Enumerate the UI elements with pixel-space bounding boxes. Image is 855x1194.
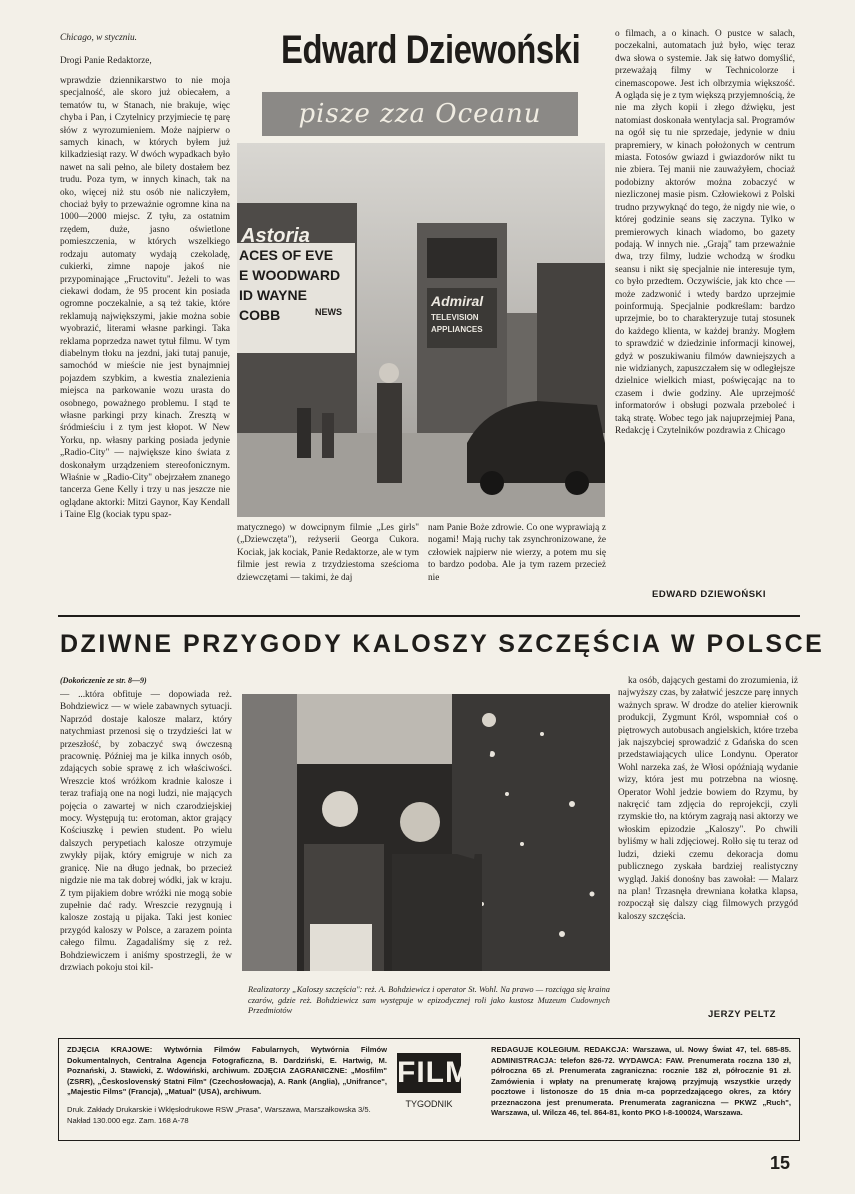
logo-subtitle: TYGODNIK bbox=[405, 1099, 453, 1109]
sign-marquee-4: COBB bbox=[239, 307, 281, 323]
subheadline-banner bbox=[262, 92, 578, 136]
sign-admiral: Admiral bbox=[431, 293, 484, 309]
article1-text-right: o filmach, a o kinach. O pustce w salach, poczekalni, automatach już było, więc teraz dwa słowa o systemie. Jak się łatwo domyślić, przeważają filmy w Technicolorze i cinemascopowe. Jest ich olbrzymia większość. A ogląda się je z tym większą przyjemnością, że nie ma złych kopii i złego dźwięku, jest natomiast doskonała wentylacja sal. Programów na ogół się tu nie sprzedaje, jedynie w dniu prapremiery, w kinach położonych w centrum miasta. Fotosów gwiazd i gwiazdorów nikt tu nie zbiera. Tej manii nie zauważyłem, chociaż podobizny aktorów można zobaczyć w niezliczonej masie pism. Człowiekowi z Polski trudno przywyknąć do tego, że nigdy nie wie, o której godzinie seans się zaczyna. Tylko w premierowych kinach wiadomo, bo gazety podają. W innych nie. „Grają" tam przeważnie dwa, trzy filmy, ludzie wchodzą w środku seansu i nikt się specjalnie nie interesuje tym, co było przedtem. Oczywiście, jak kto chce — może zadzwonić i wtedy bardzo uprzejmie poinformują. Specjalnie podkreślam: bardzo uprzejmie, bo to charakteryzuje tutaj stosunek do każdego klienta, w każdej branży. Mogłem to sprawdzić w dziedzinie informacji kinowej, gdyż w poszukiwaniu filmów dawniejszych a nie widzianych, zapuszczałem się w odległejsze dzielnice wielkich miast, poświęcając na to czasem i dwie godziny. Ale uprzejmość informatorów i obsługi pozwala przeboleć i taką stratę. Wobec tego jak najuprzejmiej Pana, Redakcję i Czytelników pozdrawia z Chicago bbox=[615, 29, 795, 436]
article1-text: wprawdzie dziennikarstwo to nie moja specjalność, ale skoro już obiecałem, a tematów tu, w Stanach, nie brakuje, więc chyba i Pan, i Czytelnicy przyjmiecie tę parę słów z wyrozumieniem. Może najpierw o samych kinach, w których byłem już kilkadziesiąt razy. W dwóch wypadkach było nawet na sali pełno, ale bilety dostałem bez trudu. Poza tym, w innych kinach, tak na oko, więcej niż stu osób nie naliczyłem, chociaż były to przeważnie ogromne kina na 1000—2000 miejsc. Z tyłu, za ostatnim rzędem, duże, jasno oświetlone pomieszczenia, w których wszelkiego rodzaju automaty wydają czekoladę, cukierki, zimne napoje jakoś nie przypominające „Fructovitu". Jeżeli to was ciekawi dodam, że 95 procent kin posiada ogromne poczekalnie, a są też takie, które reklamują największymi, jakie można sobie wyobrazić, literami własne parkingi. Taka reklama poprzedza nawet tytuł filmu. W tym diabelnym tłoku na jezdni, jaki tutaj panuje, samochód w mieście nie jest bynajmniej pojazdem szybkim, a kwestia znalezienia miejsca na parkowanie wozu urasta do osobnego, poważnego problemu. I stąd te własne parkingi przy kinach. Zresztą w śródmieściu i z tym jest kłopot. W New Yorku, np. własny parking posiada jedynie „Radio-City" — największe kino świata z doskonałym urządzeniem stereofonicznym. Właśnie w „Radio-City" obejrzałem znanego tancerza Gene Kelly i trzy u nas jeszcze nie oglądane aktorki: Mitzi Gaynor, Kay Kendall i Taine Elg (kociak typu spaz- bbox=[60, 76, 230, 521]
printing-info: Druk. Zakłady Drukarskie i Wklęsłodrukowe RSW „Prasa", Warszawa, Marszałkowska 3/5. Nakład 130.000 egz. Zam. 168 A-78 bbox=[67, 1105, 371, 1125]
article1-text-bottom-1: matycznego) w dowcipnym filmie „Les girls" („Dziewczęta"), reżyserii Georga Cukora. Kociak, jak kociak, Panie Redaktorze, ale w tym filmie jest rewia z trzydziestoma sześcioma dziewczętami — takimi, że daj bbox=[237, 523, 419, 583]
dateline: Chicago, w styczniu. bbox=[60, 33, 137, 43]
article2-column-right bbox=[618, 675, 798, 1013]
continuation-note: (Dokończenie ze str. 8—9) bbox=[60, 676, 147, 685]
divider bbox=[58, 615, 800, 617]
sign-appliances: APPLIANCES bbox=[431, 325, 483, 334]
article2-signature: JERZY PELTZ bbox=[708, 1009, 776, 1020]
sign-marquee-2: E WOODWARD bbox=[239, 267, 341, 283]
article1-column-bottom-1 bbox=[237, 522, 419, 612]
article-headline: Edward Dziewoński bbox=[281, 28, 581, 72]
sign-marquee-3: ID WAYNE bbox=[239, 287, 307, 303]
article1-column-bottom-2 bbox=[428, 522, 606, 612]
article2-text-left: — ...która obfituje — dopowiada reż. Bohdziewicz — w wiele zabawnych sytuacji. Naprzód dostaje kalosze malarz, który natychmiast przenosi się o trzydzieści lat w przeszłość, by zobaczyć swą ówczesną pracownię. Później ma je kilka innych osób, zdających sobie sprawę z ich właściwości. Wreszcie ktoś wróżkom kradnie kalosze i teraz trafiają one na nogi ludzi, nie mających pojęcia o zawartej w nich czarodziejskiej mocy. Występują tu: erotoman, aktor grający Kościuszkę i pewien student. Po wielu dalszych perypetiach kalosze otrzymuje zwykły pijak, który emigruje w nich za granicę. Nie na długo jednak, bo przecież nigdzie nie ma tak dobrej wódki, jak w kraju. Z tym pijakiem dobre wróżki nie mogą sobie zupełnie dać rady. Wreszcie rezygnują i kalosze zostają u pijaka. Taki jest koniec przygód kaloszy w Polsce, a zarazem pointa całego filmu. Zagadaliśmy się z reż. Bohdziewiczem i aniśmy spostrzegli, że w drzwiach pokoju stoi kil- bbox=[60, 690, 232, 973]
sign-news: NEWS bbox=[315, 307, 342, 317]
film-set-photo bbox=[242, 694, 610, 971]
subheadline: pisze zza Oceanu bbox=[298, 99, 542, 129]
article1-text-bottom-2: nam Panie Boże zdrowie. Co one wyprawiają z nogami! Mają ruchy tak zsynchronizowane, że człowiek najpierw nie wierzy, a potem mu się to bardzo podoba. Ale ja tym razem przecież nie bbox=[428, 523, 606, 583]
salutation: Drogi Panie Redaktorze, bbox=[60, 56, 152, 66]
editorial-info: REDAGUJE KOLEGIUM. REDAKCJA: Warszawa, ul. Nowy Świat 47, tel. 685-85. ADMINISTRACJA: telefon 826-72. WYDAWCA: FAW. Prenumerata roczna 130 zł, półroczna 65 zł. Prenumerata zagraniczna: rocznie 182 zł, półrocznie 91 zł. Zamówienia i wpłaty na prenumeratę krajową przyjmują wszystkie urzędy pocztowe i listonosze do 15 dnia m-ca poprzedzającego okres, za który przeznaczona jest prenumerata. Prenumerata zagraniczna — PKWZ „Ruch", Warszawa, ul. Wilcza 46, tel. 864-81, konto PKO I-8-100024, Warszawa. bbox=[491, 1045, 791, 1117]
sign-television: TELEVISION bbox=[431, 313, 479, 322]
article2-text-right: ka osób, dających gestami do zrozumienia, iż najwyższy czas, by załatwić jeszcze parę innych ważnych spraw. W drodze do atelier kierownik produkcji, Zygmunt Król, wspomniał coś o piętrowych autobusach angielskich, które trzeba jak najszybciej sprowadzić z Gdańska do scen przedstawiających ulice Londynu. Operator Wohl narzeka zaś, że Włosi opóźniają wydanie wizy, która jest mu potrzebna na wiosnę. Operator Wohl jedzie bowiem do Rzymu, by nakręcić tam zdjęcia do reprojekcji, czyli rzymskie tło, na którym zagrają nasi aktorzy we włoskim epizodzie „Kaloszy". Po chwili byliśmy w hali zdjęciowej. Rolło się tu teraz od ludzi, dzieki czemu dekoracja domu publicznego zyskała bardziej realistyczny wygląd. Jakiś donośny bas zawołał: — Malarz na plan! Trzasnęła drewniana kołatka klapsa, rozpoczął się dalszy ciąg filmowych przygód kaloszy szczęścia. bbox=[618, 676, 798, 922]
photo-caption: Realizatorzy „Kaloszy szczęścia": reż. A. Bohdziewicz i operator St. Wohl. Na prawo — rozciąga się kraina czarów, gdzie reż. Bohdziewicz sam występuje w epizodycznej roli jako kustosz Muzeum Cudownych Przedmiotów bbox=[248, 985, 610, 1016]
photo-credits: ZDJĘCIA KRAJOWE: Wytwórnia Filmów Fabularnych, Wytwórnia Filmów Dokumentalnych, Centralna Agencja Fotograficzna, B. Dardziński, E. Hartwig, M. Poznański, J. Stawicki, Z. Wdowiński, archiwum. ZDJĘCIA ZAGRANICZNE: „Mosfilm" (ZSRR), „Československý Statni Film" (Czechosłowacja), A. Rank (Anglia), „Unifrance", „Majestic Films" (Francja), „Matual" (USA), archiwum. bbox=[67, 1045, 387, 1096]
footer-box bbox=[58, 1038, 800, 1141]
sign-astoria: Astoria bbox=[241, 225, 310, 247]
article1-column-right bbox=[615, 28, 795, 586]
article1-signature: EDWARD DZIEWOŃSKI bbox=[652, 589, 767, 600]
film-logo-text: FILM bbox=[397, 1056, 471, 1089]
film-logo bbox=[397, 1053, 471, 1093]
times-square-illustration bbox=[237, 143, 605, 517]
article2-column-left bbox=[60, 689, 232, 1034]
article2-headline: DZIWNE PRZYGODY KALOSZY SZCZĘŚCIA W POLSCE bbox=[60, 630, 825, 658]
page-number: 15 bbox=[770, 1153, 791, 1173]
film-set-illustration bbox=[242, 694, 610, 971]
article1-column-left bbox=[60, 75, 230, 615]
times-square-photo bbox=[237, 143, 605, 517]
sign-marquee-1: ACES OF EVE bbox=[239, 247, 334, 263]
